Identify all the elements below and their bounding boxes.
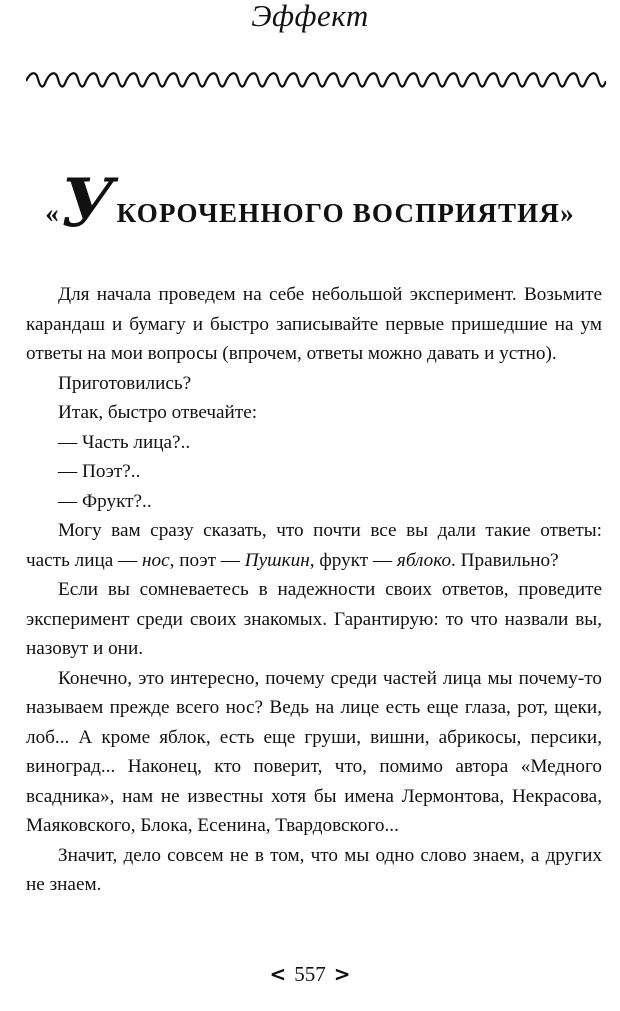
arrow-right-icon: >: [333, 962, 351, 986]
paragraph-7-text-c: , поэт —: [169, 549, 245, 571]
page-number: 557: [294, 962, 326, 986]
paragraph-4: — Часть лица?..: [58, 431, 191, 453]
paragraph-2: Приготовились?: [58, 372, 192, 394]
answer-nose: нос: [142, 549, 170, 571]
paragraph-9: Конечно, это интересно, почему среди частей лица мы почему-то называем прежде всего нос? Ведь на лице есть еще глаза, рот, щеки, лоб... А кроме яблок, есть еще груши, вишни, абрикосы, персики, виноград... Наконец, кто поверит, что, помимо автора «Медного всадника», нам не известны хотя бы имена Лермонтова, Некрасова, Маяковского, Блока, Есенина, Твардовского...: [26, 667, 602, 836]
paragraph-1: Для начала проведем на себе небольшой эксперимент. Возьмите карандаш и бумагу и быстро записывайте первые пришедшие на ум ответы на мои вопросы (впрочем, ответы можно давать и устно).: [26, 284, 602, 364]
chapter-title-open-quote: «: [45, 198, 60, 228]
paragraph-3: Итак, быстро отвечайте:: [58, 402, 258, 423]
chapter-title: [0, 164, 620, 242]
chapter-title-text: КОРОЧЕННОГО ВОСПРИЯТИЯ: [116, 198, 561, 228]
paragraph-6: — Фрукт?..: [58, 490, 152, 512]
paragraph-8: Если вы сомневаетесь в надежности своих ответов, проведите эксперимент среди своих знакомых. Гарантирую: то что назвали вы, назовут и они.: [26, 579, 602, 659]
chapter-title-close-quote: »: [560, 198, 575, 228]
wavy-ornament-divider: [26, 70, 606, 92]
running-head: Эффект: [251, 0, 369, 33]
paragraph-5: — Поэт?..: [58, 461, 141, 482]
body-text: [26, 280, 602, 900]
arrow-left-icon: <: [269, 962, 287, 986]
paragraph-7-text-e: , фрукт —: [309, 549, 397, 571]
paragraph-7: [26, 516, 602, 575]
paragraph-7-text-a: Могу вам сразу сказать, что почти все вы дали такие ответы: часть лица —: [26, 520, 602, 571]
paragraph-7-text-g: . Правильно?: [451, 549, 559, 571]
chapter-title-drop-cap: У: [60, 164, 116, 242]
page-number-footer: [0, 962, 620, 987]
paragraph-10: Значит, дело совсем не в том, что мы одно слово знаем, а других не знаем.: [26, 844, 602, 895]
answer-pushkin: Пушкин: [244, 549, 310, 571]
answer-apple: яблоко: [396, 549, 452, 571]
